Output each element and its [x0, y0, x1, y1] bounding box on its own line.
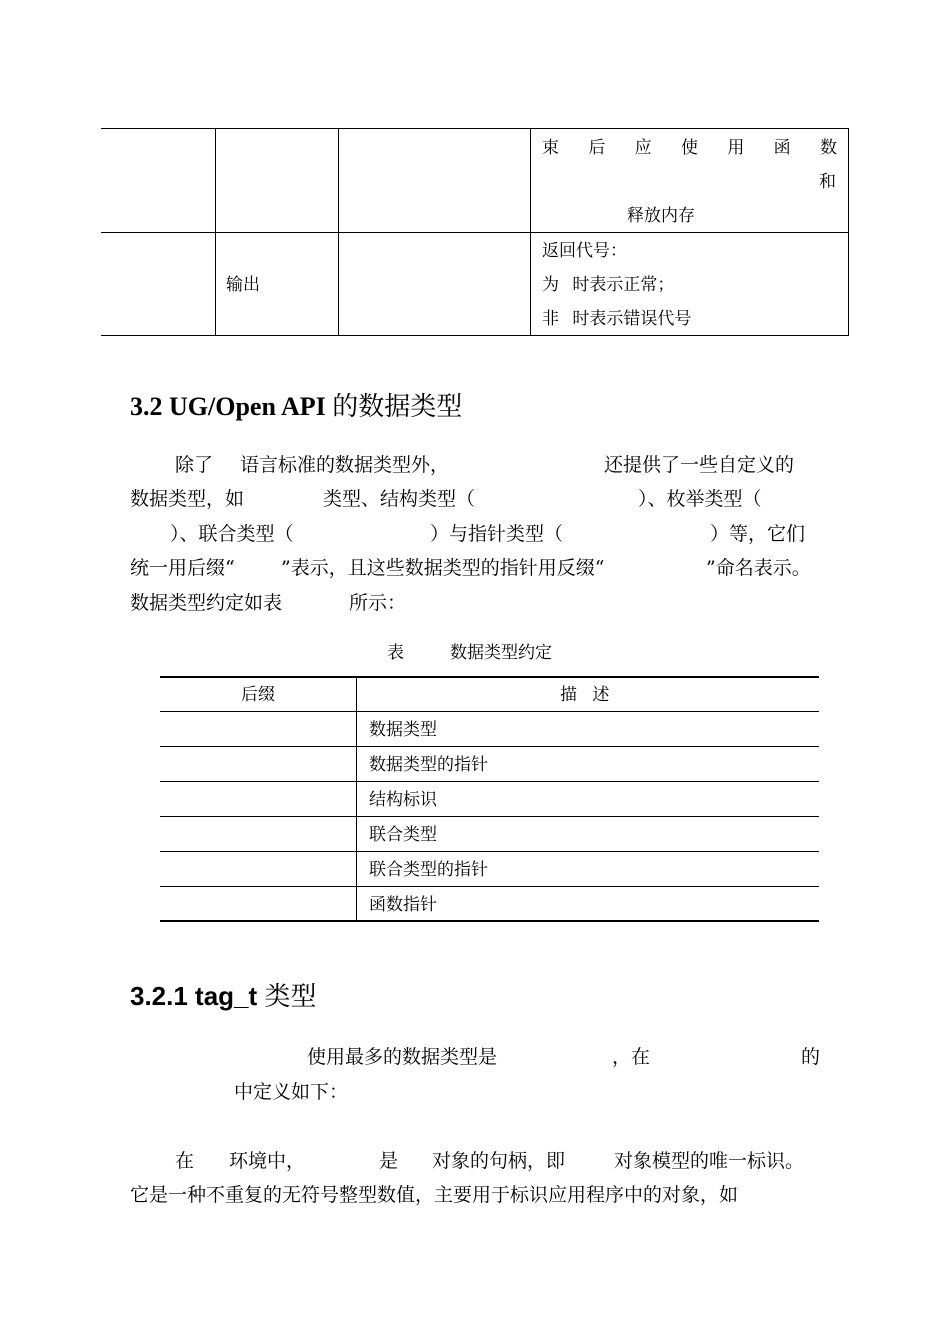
heading-cjk-part: 的数据类型	[332, 392, 463, 422]
table-row-description: 函数指针	[369, 895, 437, 915]
table-row-description: 数据类型的指针	[369, 755, 488, 775]
table-col-divider	[356, 676, 357, 922]
para-text: ，在	[612, 1046, 651, 1068]
header-description: 描 述	[560, 685, 610, 705]
top-table	[101, 128, 849, 336]
table-row-divider	[101, 232, 849, 233]
para-text: 统一用后缀“	[130, 557, 235, 579]
table-border-bottom	[101, 335, 849, 336]
table-header-divider	[160, 711, 819, 712]
heading-cjk-part: 类型	[264, 982, 317, 1012]
top-table-cell-text: 返回代号：	[542, 241, 627, 261]
table-row-description: 结构标识	[369, 790, 437, 810]
top-table-cell-text: 释放内存	[627, 206, 695, 226]
para-text: 是	[379, 1150, 399, 1172]
para-text: 对象的句柄，即	[432, 1150, 566, 1172]
para-text: ”表示，且这些数据类型的指针用反缀“	[281, 557, 605, 579]
table-caption-title: 数据类型约定	[450, 643, 552, 663]
heading-latin-part: 3.2 UG/Open API	[130, 392, 333, 421]
top-table-cell-text: 束 后 应 使 用 函 数	[542, 138, 837, 158]
table-row-divider	[160, 851, 819, 852]
para-text: ）等，它们	[710, 523, 806, 545]
table-row-divider	[160, 746, 819, 747]
para-text: 对象模型的唯一标识。	[614, 1150, 805, 1172]
top-table-cell-text: 为 时表示正常；	[542, 275, 675, 295]
para-text: 数据类型，如	[130, 488, 245, 510]
table-border-top	[160, 676, 819, 678]
top-table-cell-text: 非 时表示错误代号	[542, 309, 692, 329]
para-text: 环境中，	[229, 1150, 306, 1172]
para-text: 语言标准的数据类型外，	[240, 454, 450, 476]
heading-latin-part: 3.2.1 tag_t	[130, 981, 265, 1011]
para-text: ）、联合类型（	[170, 523, 294, 545]
table-col-divider	[338, 128, 339, 336]
para-text: 中定义如下：	[234, 1081, 349, 1103]
table-row-description: 联合类型	[369, 825, 437, 845]
suffix-table	[160, 676, 819, 922]
table-caption-label: 表	[387, 643, 404, 663]
section-heading-3-2	[130, 386, 462, 423]
table-border-top	[101, 128, 849, 129]
table-col-divider	[530, 128, 531, 336]
table-border-right	[848, 128, 849, 336]
para-text: 的	[801, 1046, 821, 1068]
table-row-divider	[160, 781, 819, 782]
section-heading-3-2-1	[130, 976, 316, 1013]
para-text: 数据类型约定如表	[130, 592, 283, 614]
para-text: ）与指针类型（	[430, 523, 564, 545]
para-text: 使用最多的数据类型是	[307, 1046, 498, 1068]
table-row-divider	[160, 816, 819, 817]
table-col-divider	[215, 128, 216, 336]
para-text: 所示：	[349, 592, 407, 614]
para-text: 它是一种不重复的无符号整型数值，主要用于标识应用程序中的对象，如	[130, 1184, 739, 1206]
top-table-cell-text: 输出	[226, 275, 260, 295]
para-text: ”命名表示。	[706, 557, 811, 579]
table-border-bottom	[160, 920, 819, 922]
para-text: 类型、结构类型（	[323, 488, 476, 510]
para-text: 除了	[175, 454, 214, 476]
para-text: 在	[175, 1150, 195, 1172]
table-row-description: 数据类型	[369, 720, 437, 740]
para-text: 还提供了一些自定义的	[604, 454, 795, 476]
para-text: ）、枚举类型（	[638, 488, 762, 510]
table-row-divider	[160, 886, 819, 887]
table-row-description: 联合类型的指针	[369, 860, 488, 880]
header-suffix: 后缀	[241, 685, 275, 705]
top-table-cell-text: 和	[819, 172, 836, 192]
